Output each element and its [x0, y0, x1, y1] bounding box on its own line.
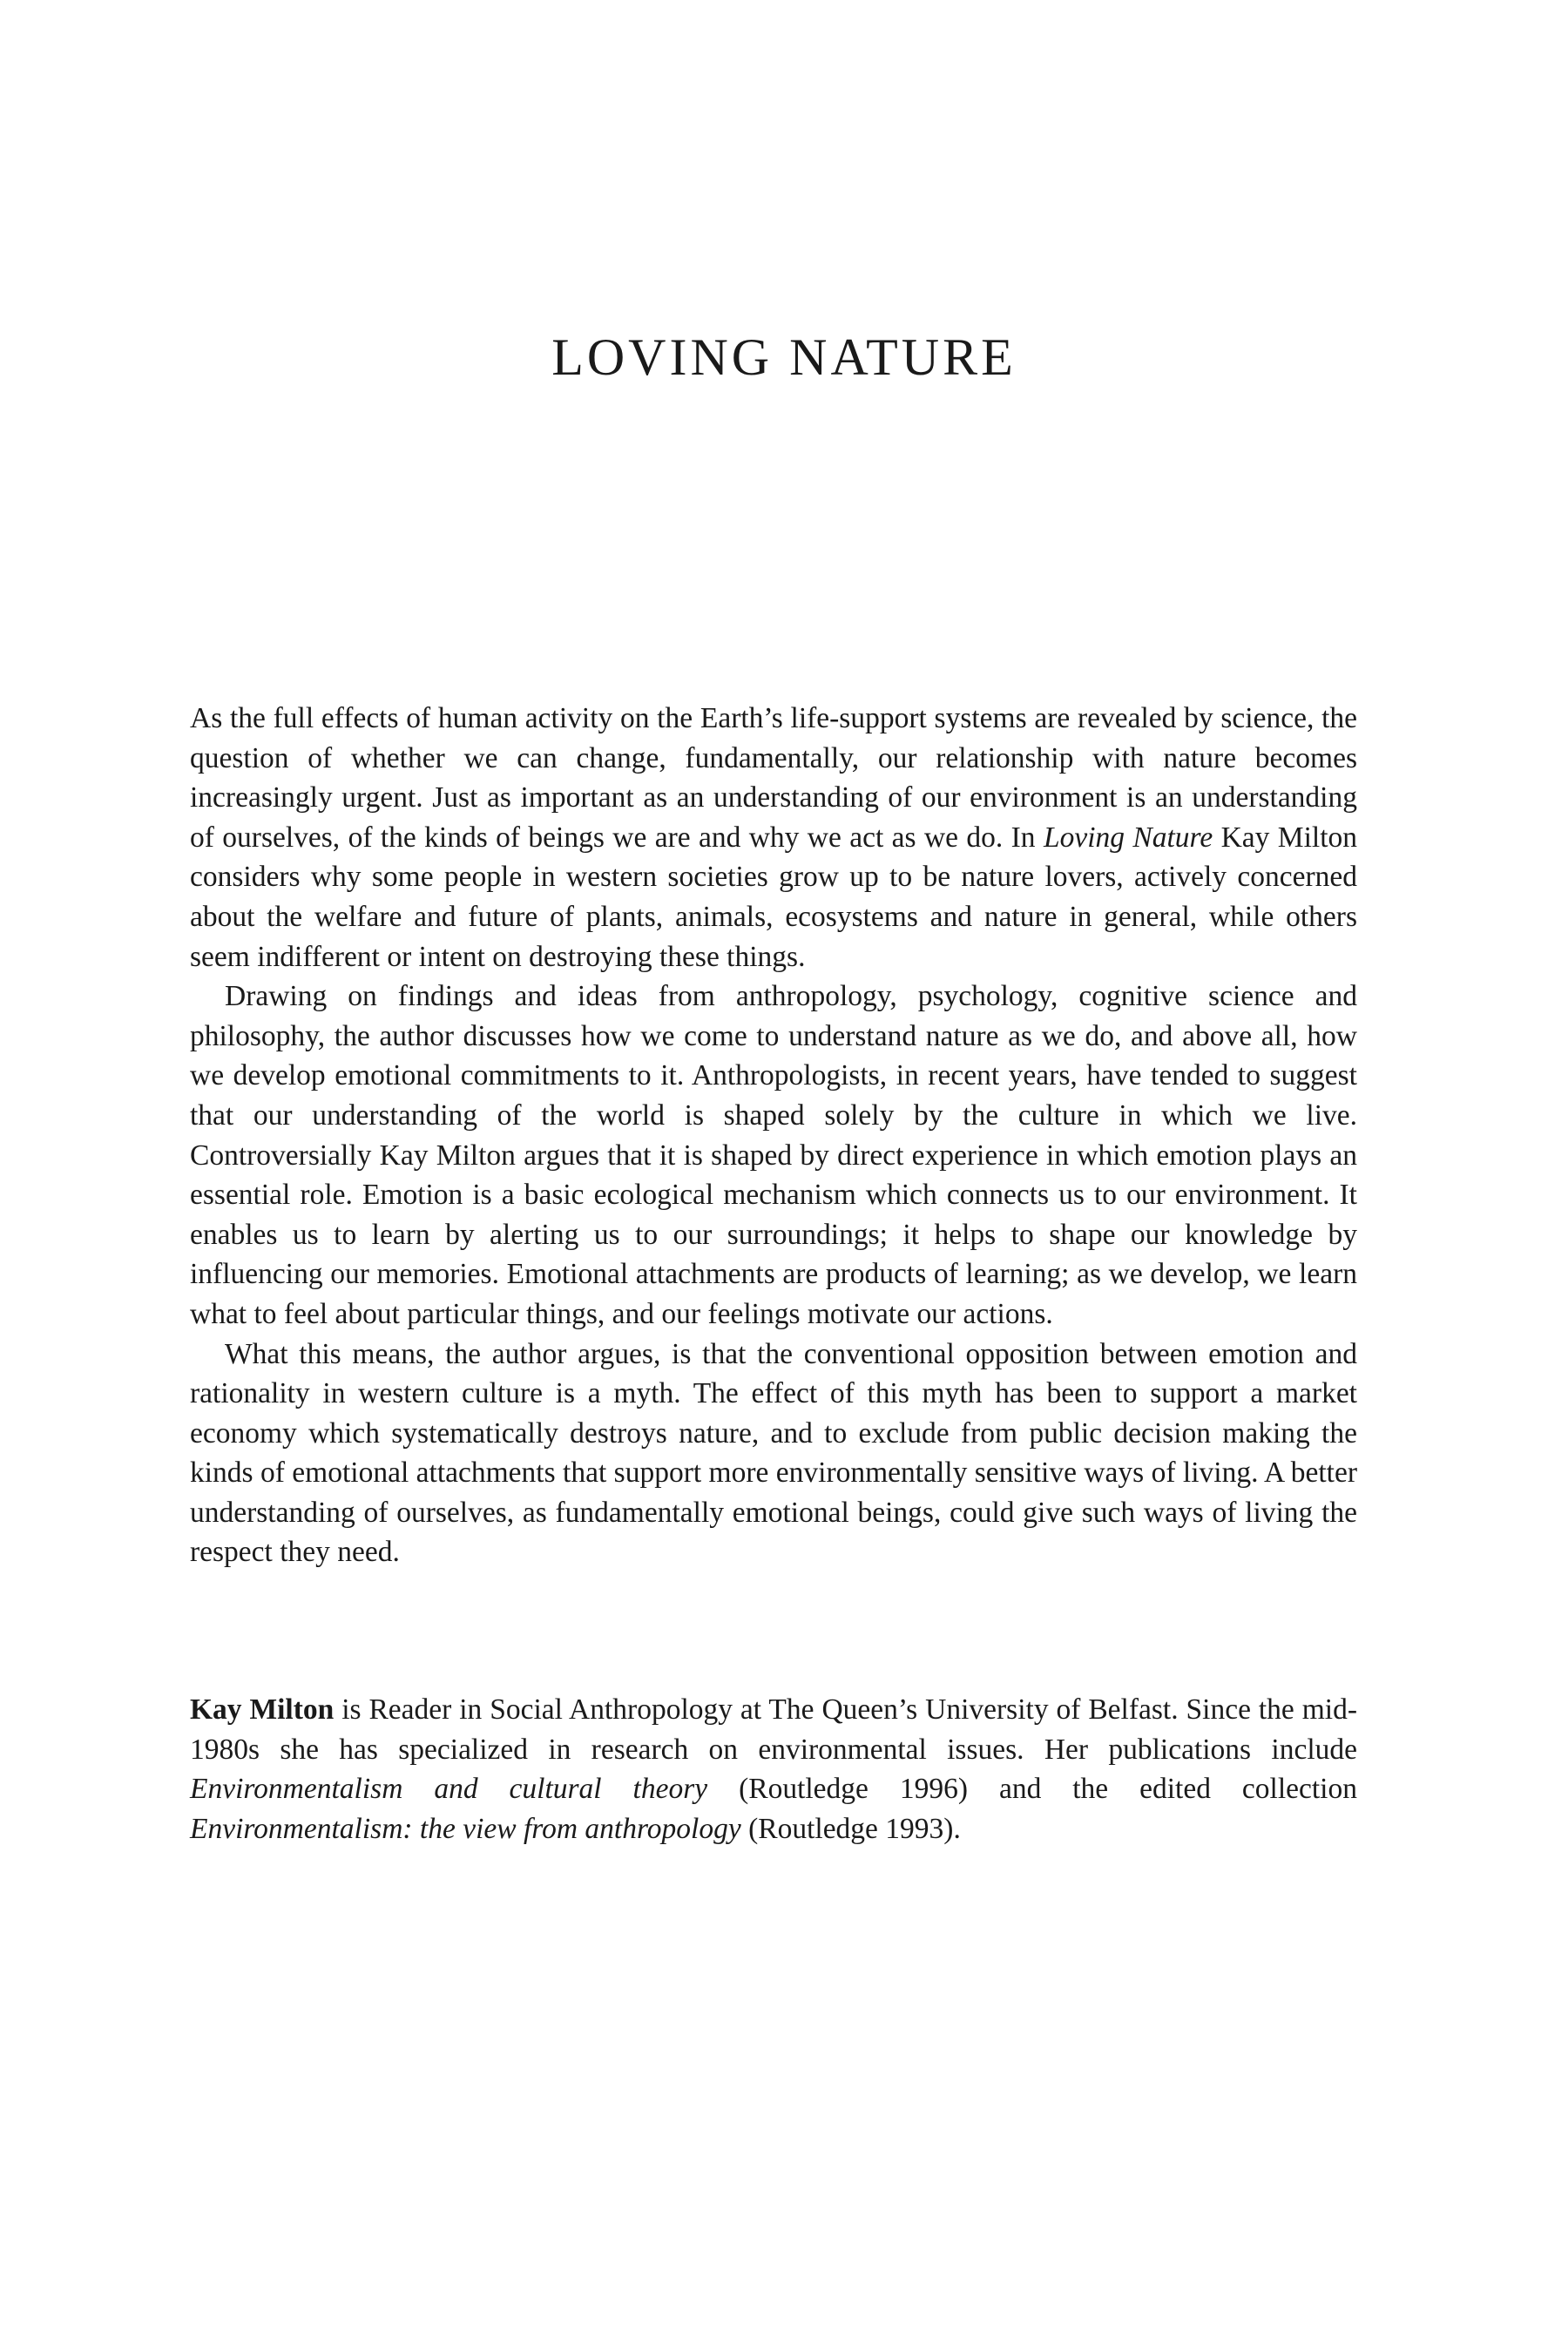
publication-title: Environmentalism: the view from anthropology [190, 1812, 741, 1845]
bio-text: is Reader in Social Anthropology at The Queen’s University of Belfast. Since the mid-1980s she has specialized in research on environmental issues. Her publications include [190, 1693, 1357, 1766]
book-description [190, 699, 1357, 1572]
paragraph-text: Kay Milton considers why some people in western societies grow up to be nature lovers, actively concerned about the welfare and future of plants, animals, ecosystems and nature in general, while others seem indifferent or intent on destroying these things. [190, 821, 1358, 973]
description-paragraph-3: What this means, the author argues, is that the conventional opposition between emotion and rationality in western culture is a myth. The effect of this myth has been to support a market economy which systematically destroys nature, and to exclude from public decision making the kinds of emotional attachments that support more environmentally sensitive ways of living. A better understanding of ourselves, as fundamentally emotional beings, could give such ways of living the respect they need. [190, 1337, 1357, 1569]
bio-text: (Routledge 1993). [740, 1812, 961, 1845]
bio-text: (Routledge 1996) and the edited collection [707, 1773, 1357, 1806]
description-paragraph-1 [190, 699, 1357, 977]
publication-title: Environmentalism and cultural theory [190, 1773, 708, 1806]
author-bio [190, 1690, 1357, 1848]
author-name: Kay Milton [190, 1693, 335, 1726]
description-paragraph-2: Drawing on findings and ideas from anthropology, psychology, cognitive science and philosophy, the author discusses how we come to understand nature as we do, and above all, how we develop emotional commitments to it. Anthropologists, in recent years, have tended to suggest that our understanding of the world is shaped solely by the culture in which we live. Controversially Kay Milton argues that it is shaped by direct experience in which emotion plays an essential role. Emotion is a basic ecological mechanism which connects us to our environment. It enables us to learn by alerting us to our surroundings; it helps to shape our knowledge by influencing our memories. Emotional attachments are products of learning; as we develop, we learn what to feel about particular things, and our feelings motivate our actions. [190, 980, 1357, 1330]
page-title: LOVING NATURE [551, 328, 1017, 386]
book-title-italic: Loving Nature [1043, 821, 1213, 854]
paragraph-text: As the full effects of human activity on the Earth’s life-support systems are revealed by science, the question of whether we can change, fundamentally, our relationship with nature becomes increasingly urgent. Just as important as an understanding of our environment is an understanding of ourselves, of the kinds of beings we are and why we act as we do. In [190, 702, 1357, 854]
